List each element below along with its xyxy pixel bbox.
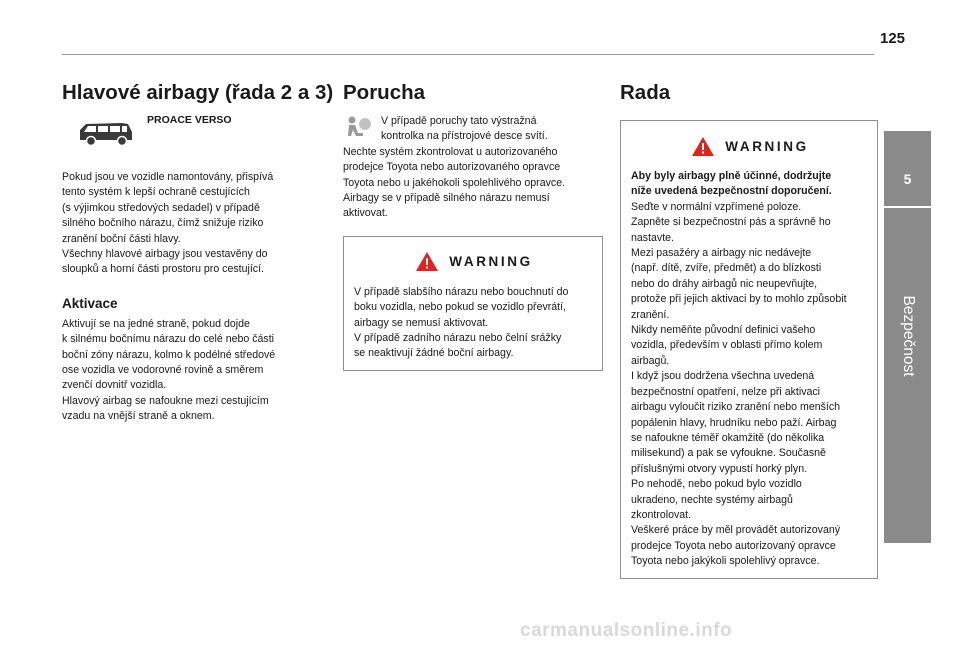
- section-heading-fault: Porucha: [343, 81, 426, 104]
- header-rule: [62, 54, 874, 55]
- warning-header: [631, 129, 869, 163]
- activation-text: Aktivují se na jedné straně, pokud dojde k silnému bočnímu nárazu do celé nebo části boční zóny nárazu, kolmo k podélné středové ose vozidla ve vodorovné rovině a směrem zvenčí dovnitř vozidla. Hlavový airbag se nafoukne mezi cestujícím vzadu na vnější straně a oknem.: [62, 317, 276, 423]
- chapter-number-box: [884, 157, 931, 201]
- chapter-name: Bezpečnost: [900, 295, 917, 377]
- section-heading-advice: Rada: [620, 81, 671, 104]
- head-airbags-intro: Pokud jsou ve vozidle namontovány, přispívá tento systém k lepší ochraně cestujících (s výjimkou středových sedadel) v případě silného bočního nárazu, čímž snižuje riziko zranění boční části hlavy. Všechny hlavové airbagy jsou vestavěny do sloupků a horní části prostoru pro cestující.: [62, 171, 274, 276]
- chapter-name-box: [888, 221, 928, 451]
- fault-description: [343, 114, 603, 222]
- watermark: carmanualsonline.info: [520, 620, 733, 641]
- warning-label: WARNING: [725, 138, 809, 154]
- van-icon: [76, 118, 136, 148]
- chapter-number: 5: [903, 171, 912, 187]
- fault-text: Nechte systém zkontrolovat u autorizovaného prodejce Toyota nebo autorizovaného opravce Toyota nebo u jakéhokoli spolehlivého opravce. Airbagy se v případě silného nárazu nemusí aktivovat.: [343, 145, 566, 220]
- fault-lamp-text: V případě poruchy tato výstražná kontrolka na přístrojové desce svítí.: [381, 115, 548, 143]
- warning-triangle-icon: [415, 251, 439, 272]
- subheading-activation: Aktivace: [62, 295, 118, 311]
- airbag-warning-lamp-icon: [343, 114, 373, 140]
- warning-box-fault: [343, 236, 603, 371]
- page-number: 125: [880, 30, 906, 47]
- warning-text-advice: Seďte v normální vzpřímené poloze. Zapněte si bezpečnostní pás a správně ho nastavte. Mezi pasažéry a airbagy nic nedávejte (např. dítě, zvíře, předmět) a do blízkosti nebo do dráhy airbagů nic neupevňujte, protože při jejich aktivaci by to mohlo způsobit zranění. Nikdy neměňte původní definici vašeho vozidla, především v oblasti přímo kolem airbagů. I když jsou dodržena všechna uvedená bezpečnostní opatření, nelze při aktivaci airbagu vyloučit riziko zranění nebo menších popálenin hlavy, hrudníku nebo paží. Airbag se nafoukne téměř okamžitě (do několika milisekund) a pak se vyfoukne. Současně příslušnými otvory vypustí horký plyn. Po nehodě, nebo pokud bylo vozidlo ukradeno, nechte systémy airbagů zkontrolovat. Veškeré práce by měl provádět autorizovaný prodejce Toyota nebo autorizovaný opravce Toyota nebo jakýkoli spolehlivý opravce.: [631, 200, 847, 568]
- column-fault: [343, 78, 603, 371]
- chapter-side-tab: [884, 131, 931, 543]
- column-advice: [620, 78, 878, 579]
- warning-text-fault: V případě slabšího nárazu nebo bouchnutí do boku vozidla, nebo pokud se vozidlo převrátí, airbagy se nemusí aktivovat. V případě zadního nárazu nebo čelní srážky se neaktivují žádné boční airbagy.: [354, 285, 569, 360]
- warning-lead-advice: Aby byly airbagy plně účinné, dodržujte níže uvedená bezpečnostní doporučení.: [631, 170, 832, 198]
- model-applicability: [62, 114, 332, 160]
- warning-header: [354, 245, 594, 279]
- section-heading-head-airbags: Hlavové airbagy (řada 2 a 3): [62, 81, 334, 104]
- warning-box-advice: [620, 120, 878, 579]
- model-label: PROACE VERSO: [147, 114, 232, 126]
- column-head-airbags: [62, 78, 332, 425]
- warning-triangle-icon: [691, 136, 715, 157]
- warning-label: WARNING: [449, 254, 533, 270]
